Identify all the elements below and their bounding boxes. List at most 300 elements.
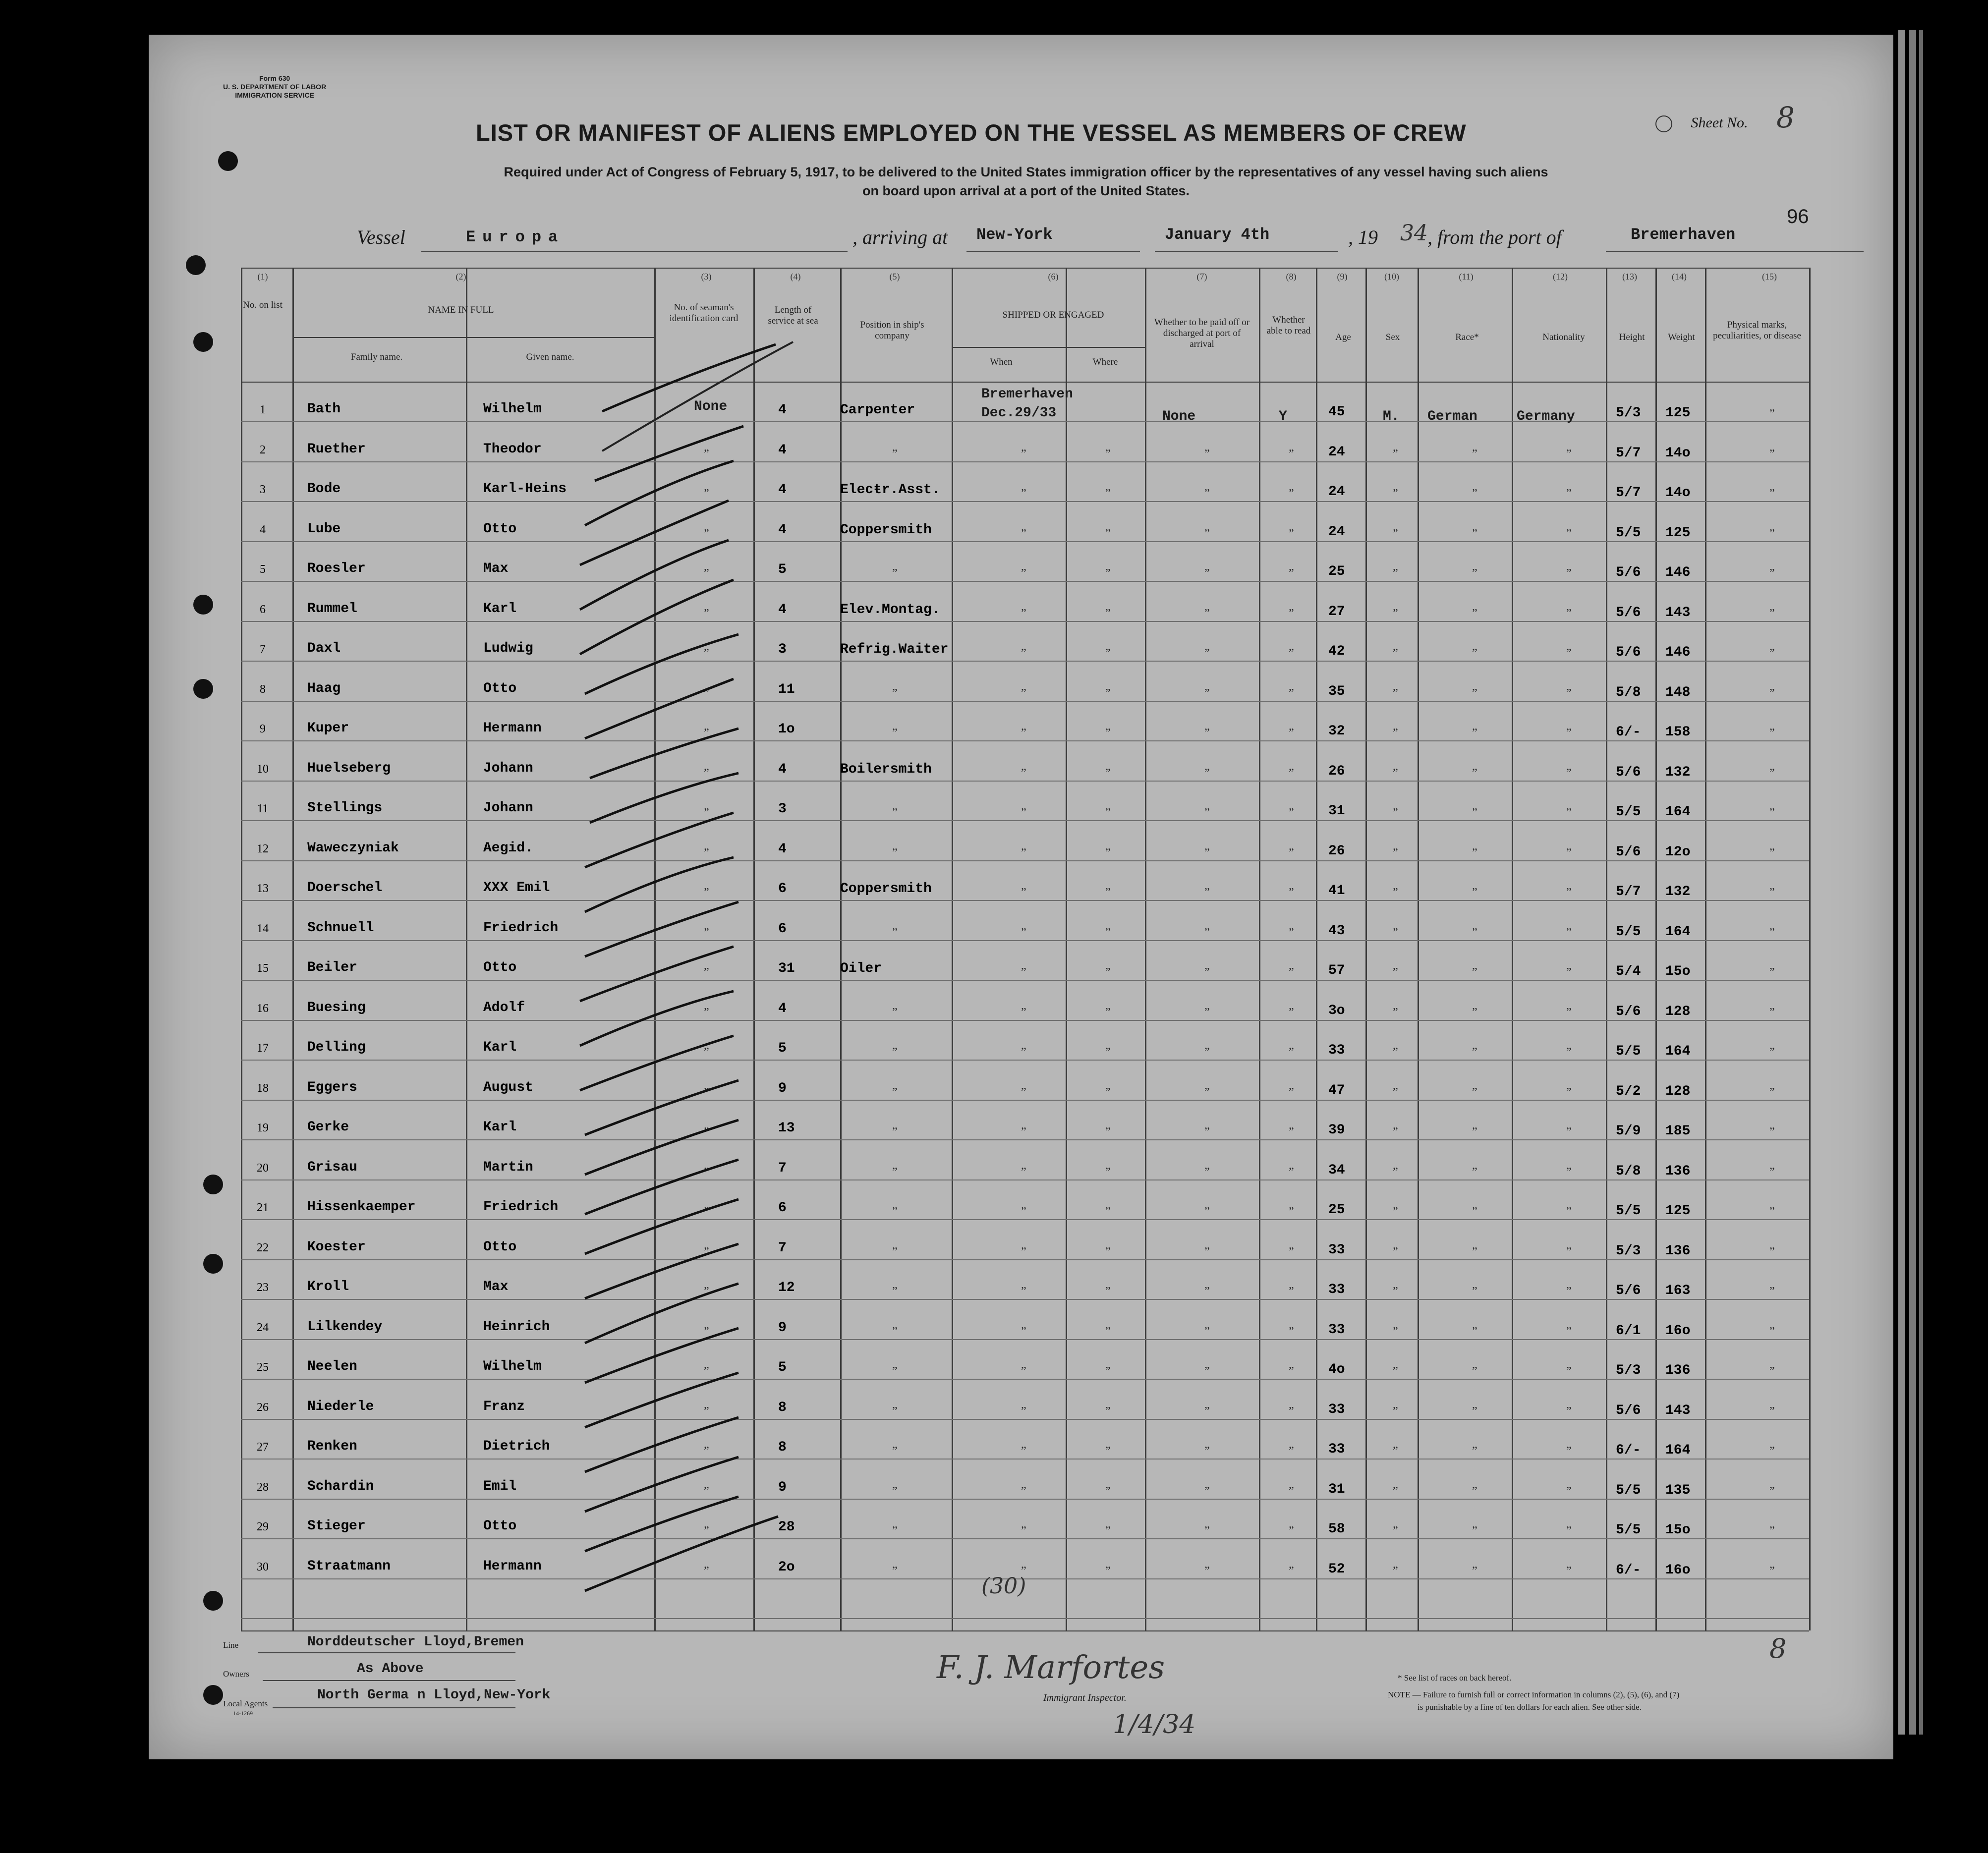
ditto-mark: ” [1393,1165,1398,1179]
ditto-mark: ” [1105,1365,1111,1378]
family-name: Lilkendey [307,1319,383,1335]
ditto-mark: ” [1021,1404,1026,1418]
weight: 136 [1665,1163,1691,1179]
column-number: (4) [790,272,801,281]
column-rule [753,268,755,1630]
ditto-mark: ” [1769,1125,1775,1138]
given-name: Martin [483,1159,533,1175]
ditto-mark: ” [1105,1006,1111,1019]
column-rule [1512,268,1513,1630]
height: 5/5 [1616,525,1641,541]
height: 5/7 [1616,884,1641,899]
position: Oiler [840,961,882,976]
ditto-mark: ” [1393,647,1398,660]
ditto-mark: ” [1021,766,1026,780]
ditto-mark: ” [1769,1524,1775,1537]
column-rule [1066,268,1067,1630]
service-length: 6 [778,921,787,937]
family-name: Schnuell [307,920,374,936]
height: 6/- [1616,1443,1641,1458]
ditto-mark: ” [1289,1445,1294,1458]
ditto-mark: ” [1472,487,1477,500]
weight: 158 [1665,725,1691,740]
given-name: Johann [483,760,533,776]
ditto-mark: ” [704,607,709,620]
owners-label: Owners [223,1669,249,1679]
first-row-sex: M. [1383,409,1400,424]
service-name: IMMIGRATION SERVICE [235,91,314,99]
age: 25 [1328,564,1345,579]
ditto-mark: ” [1393,1325,1398,1338]
row-number: 6 [260,603,266,616]
ditto-mark: ” [704,1325,709,1338]
ditto-mark: ” [1289,1285,1294,1298]
weight: 128 [1665,1004,1691,1019]
column-rule [292,268,294,1630]
column-number: (2) [455,272,466,281]
row-number: 7 [260,643,266,656]
ditto-mark: ” [1289,1484,1294,1498]
age: 26 [1328,763,1345,779]
ditto-mark: ” [704,886,709,899]
ditto-mark: ” [1393,1205,1398,1218]
ditto-mark: ” [1566,1484,1572,1498]
row-number: 22 [257,1241,269,1254]
row-rule [241,1219,1809,1220]
row-rule [241,461,1809,462]
ditto-mark: ” [1769,806,1775,819]
ditto-mark: ” [1105,727,1111,739]
subtitle-line-1: Required under Act of Congress of February 5, 1917, to be delivered to the United States immigration officer by the representatives of any vessel having such aliens [504,165,1548,179]
ditto-mark: ” [704,1365,709,1378]
height: 5/6 [1616,565,1641,580]
manifest-sheet [149,35,1893,1759]
header-where: Where [1092,357,1118,367]
ditto-mark: ” [1472,1325,1477,1338]
position: Coppersmith [840,522,932,538]
sheet-number [1655,101,1795,134]
header-id-card: No. of seaman's identification card [669,302,738,324]
ditto-mark: ” [704,1125,709,1138]
age: 41 [1328,883,1345,898]
ditto-mark: ” [1769,926,1775,939]
family-name: Neelen [307,1359,357,1374]
height: 5/5 [1616,804,1641,820]
ditto-mark: ” [1204,1564,1210,1577]
given-name: Max [483,1279,509,1294]
age: 33 [1328,1322,1345,1338]
ditto-mark: ” [1769,1006,1775,1019]
ditto-mark: ” [1393,1445,1398,1458]
column-number: (13) [1622,272,1637,281]
ditto-mark: ” [892,1205,898,1218]
ditto-mark: ” [892,1325,898,1338]
weight: 148 [1665,684,1691,700]
height: 5/4 [1616,964,1641,979]
height: 5/8 [1616,1163,1641,1179]
ditto-mark: ” [892,1404,898,1418]
service-length: 9 [778,1080,787,1096]
weight: 185 [1665,1123,1691,1139]
ditto-mark: ” [1472,1205,1477,1218]
ditto-mark: ” [1472,1524,1477,1537]
ditto-mark: ” [704,1445,709,1458]
row-number: 19 [257,1122,269,1134]
arrival-port: New-York [976,225,1053,244]
ditto-mark: ” [1204,527,1210,540]
first-row-race: German [1427,409,1477,424]
row-rule [241,661,1809,662]
header-weight: Weight [1668,332,1695,342]
ditto-mark: ” [1566,1085,1572,1099]
ditto-mark: ” [1393,1085,1398,1099]
ditto-mark: ” [892,1006,898,1019]
family-name: Delling [307,1040,366,1055]
given-name: Friedrich [483,920,559,936]
ditto-mark: ” [1021,527,1026,540]
row-number: 26 [257,1401,269,1414]
column-rule [952,268,953,1630]
service-length: 5 [778,1360,787,1375]
ditto-mark: ” [1289,487,1294,500]
ditto-mark: ” [1566,487,1572,500]
header-able-to-read: Whether able to read [1266,315,1311,336]
ditto-mark: ” [1566,1245,1572,1258]
header-physical-marks: Physical marks, peculiarities, or disease [1713,320,1801,341]
ditto-mark: ” [1769,766,1775,780]
ditto-mark: ” [1204,1006,1210,1019]
ditto-mark: ” [1105,527,1111,540]
ditto-mark: ” [1021,1125,1026,1138]
service-length: 13 [778,1121,795,1136]
ditto-mark: ” [1289,1046,1294,1059]
ditto-mark: ” [704,846,709,859]
ditto-mark: ” [1289,1085,1294,1099]
family-name: Bode [307,481,341,497]
header-nationality: Nationality [1542,332,1585,342]
row-number: 13 [257,882,269,895]
ditto-mark: ” [1769,1165,1775,1179]
age: 47 [1328,1082,1345,1098]
header-rule [241,268,1809,269]
ditto-mark: ” [1289,567,1294,580]
row-number: 16 [257,1002,269,1015]
header-sex: Sex [1385,332,1400,342]
age: 24 [1328,524,1345,540]
ditto-mark: ” [1566,527,1572,540]
service-length: 6 [778,881,787,897]
ditto-mark: ” [704,806,709,819]
family-name: Beiler [307,960,357,975]
ditto-mark: ” [1021,1285,1026,1298]
age: 31 [1328,803,1345,819]
ditto-mark: ” [1289,1125,1294,1138]
ditto-mark: ” [1566,1564,1572,1577]
service-length: 7 [778,1240,787,1256]
ditto-mark: ” [1472,1564,1477,1577]
ditto-mark: ” [1393,1285,1398,1298]
age: 33 [1328,1442,1345,1457]
age: 39 [1328,1123,1345,1138]
ditto-mark: ” [1105,1245,1111,1258]
given-name: Ludwig [483,641,533,656]
weight: 164 [1665,924,1691,940]
ditto-mark: ” [1393,966,1398,979]
row-number: 10 [257,762,269,776]
service-length: 31 [778,961,795,976]
ditto-mark: ” [892,846,898,859]
service-length: 4 [778,602,787,618]
vessel-label: Vessel [357,226,405,248]
ditto-mark: ” [1472,806,1477,819]
ditto-mark: ” [1769,567,1775,580]
ditto-mark: ” [704,567,709,580]
ditto-mark: ” [1472,886,1477,899]
family-name: Straatmann [307,1558,391,1574]
ditto-mark: ” [1105,1046,1111,1059]
ditto-mark: ” [704,527,709,540]
ditto-mark: ” [1021,487,1026,500]
age: 52 [1328,1561,1345,1577]
ditto-mark: ” [1769,846,1775,859]
height: 5/6 [1616,1403,1641,1418]
row-rule [241,980,1809,981]
row-rule [241,701,1809,702]
position: Elev.Montag. [840,602,940,618]
column-number: (1) [257,272,268,281]
family-name: Rummel [307,601,357,617]
header-paid-off: Whether to be paid off or discharged at port of arrival [1154,317,1250,349]
owners-value: As Above [357,1661,424,1677]
service-length: 4 [778,482,787,498]
ditto-mark: ” [1289,886,1294,899]
column-number: (9) [1337,272,1348,281]
age: 33 [1328,1402,1345,1417]
ditto-mark: ” [1105,1325,1111,1338]
form-number: Form 630 [259,74,290,82]
ditto-mark: ” [1105,487,1111,500]
ditto-mark: ” [1769,607,1775,620]
row-rule [241,1339,1809,1340]
weight: 14o [1665,485,1691,501]
header-family-name: Family name. [350,352,403,362]
header-given-name: Given name. [526,352,574,362]
height: 6/- [1616,725,1641,740]
penalty-note-2: is punishable by a fine of ten dollars for each alien. See other side. [1418,1702,1642,1712]
service-length: 9 [778,1320,787,1336]
ditto-mark: ” [892,1046,898,1059]
ditto-mark: ” [1105,686,1111,700]
ditto-mark: ” [1204,966,1210,979]
ditto-mark: ” [1105,806,1111,819]
row-rule [241,1100,1809,1101]
row-number: 9 [260,723,266,735]
ditto-mark: ” [1105,447,1111,460]
ditto-mark: ” [1472,1365,1477,1378]
service-length: 1o [778,722,795,737]
header-race: Race* [1455,332,1479,342]
voyage-line [357,221,1844,255]
ditto-mark: ” [1105,1125,1111,1138]
ditto-mark: ” [1393,1564,1398,1577]
ditto-mark: ” [704,1285,709,1298]
count-note: (30) [981,1573,1026,1599]
weight: 16o [1665,1323,1691,1339]
ditto-mark: ” [1393,926,1398,939]
ditto-mark: ” [1393,1484,1398,1498]
ditto-mark: ” [892,447,898,460]
penalty-note-1: NOTE — Failure to furnish full or correct information in columns (2), (5), (6), and (7) [1388,1690,1680,1699]
row-rule [241,940,1809,941]
punch-hole [203,1591,223,1611]
ditto-mark: ” [1472,846,1477,859]
ditto-mark: ” [1393,806,1398,819]
column-rule [840,268,842,1630]
column-rule [1365,268,1367,1630]
weight: 125 [1665,1203,1691,1219]
service-length: 4 [778,841,787,857]
given-name: Otto [483,1239,517,1255]
family-name: Niederle [307,1399,374,1414]
ditto-mark: ” [1769,487,1775,500]
age: 32 [1328,724,1345,739]
ditto-mark: ” [892,1245,898,1258]
given-name: Adolf [483,1000,525,1015]
line-value: Norddeutscher Lloyd,Bremen [307,1634,524,1650]
ditto-mark: ” [1105,1165,1111,1179]
ditto-mark: ” [704,1165,709,1179]
row-rule [241,740,1809,741]
ditto-mark: ” [1105,926,1111,939]
age: 3o [1328,1003,1345,1018]
ditto-mark: ” [1769,407,1775,420]
ditto-mark: ” [1566,447,1572,460]
given-name: Johann [483,800,533,816]
row-rule [241,621,1809,622]
family-name: Hissenkaemper [307,1199,416,1215]
service-length: 12 [778,1280,795,1295]
given-name: Franz [483,1399,525,1414]
first-row-shipped-where: Bremerhaven [981,387,1073,402]
ditto-mark: ” [1393,487,1398,500]
page-number: 96 [1787,206,1809,227]
age: 33 [1328,1043,1345,1058]
ditto-mark: ” [704,966,709,979]
given-name: Karl [483,1040,517,1055]
ditto-mark: ” [1472,447,1477,460]
ditto-mark: ” [892,686,898,700]
ditto-mark: ” [892,1484,898,1498]
ditto-mark: ” [1566,607,1572,620]
column-number: (7) [1196,272,1207,281]
ditto-mark: ” [1021,1365,1026,1378]
age: 43 [1328,923,1345,939]
ditto-mark: ” [1105,647,1111,660]
punch-hole [193,595,213,615]
ditto-mark: ” [892,1285,898,1298]
ditto-mark: ” [1769,886,1775,899]
ditto-mark: ” [1393,846,1398,859]
header-height: Height [1619,332,1645,342]
family-name: Lube [307,521,341,537]
header-shipped: SHIPPED OR ENGAGED [1002,310,1104,320]
service-length: 5 [778,1041,787,1056]
ditto-mark: ” [1566,1365,1572,1378]
punch-hole [218,151,238,171]
given-name: Aegid. [483,840,533,856]
ditto-mark: ” [1021,806,1026,819]
ditto-mark: ” [1566,846,1572,859]
ditto-mark: ” [1566,1046,1572,1059]
ditto-mark: ” [704,766,709,780]
ditto-mark: ” [1566,966,1572,979]
family-name: Roesler [307,561,366,576]
column-number: (12) [1553,272,1568,281]
column-rule [241,268,242,1630]
ditto-mark: ” [704,1564,709,1577]
ditto-mark: ” [1393,1125,1398,1138]
ditto-mark: ” [1105,1285,1111,1298]
header-name-in-full: NAME IN FULL [428,305,494,315]
row-rule [241,1020,1809,1021]
ditto-mark: ” [1105,607,1111,620]
row-rule [241,1538,1809,1539]
weight: 163 [1665,1283,1691,1298]
punch-hole [203,1254,223,1274]
year-value: 34 [1400,221,1428,246]
family-name: Schardin [307,1478,374,1494]
position: Refrig.Waiter [840,642,949,657]
ditto-mark: ” [1769,966,1775,979]
ditto-mark: ” [704,487,709,500]
department-name: U. S. DEPARTMENT OF LABOR [223,83,327,91]
service-length: 4 [778,522,787,538]
ditto-mark: ” [1472,727,1477,739]
header-no-on-list: No. on list [243,300,283,310]
ditto-mark: ” [1393,607,1398,620]
ditto-mark: ” [1393,886,1398,899]
ditto-mark: ” [1472,647,1477,660]
ditto-mark: ” [892,727,898,739]
position: Carpenter [840,402,915,418]
ditto-mark: ” [1769,686,1775,700]
ditto-mark: ” [1566,806,1572,819]
ditto-mark: ” [1393,1524,1398,1537]
ditto-mark: ” [1204,766,1210,780]
row-rule [241,1419,1809,1420]
service-length: 5 [778,562,787,577]
given-name: Hermann [483,1558,542,1574]
ditto-mark: ” [1769,1205,1775,1218]
ditto-mark: ” [1204,1484,1210,1498]
given-name: Friedrich [483,1199,559,1215]
ditto-mark: ” [1472,1125,1477,1138]
column-rule [1259,268,1260,1630]
ditto-mark: ” [1289,966,1294,979]
ditto-mark: ” [892,1445,898,1458]
ditto-mark: ” [1204,1205,1210,1218]
ditto-mark: ” [1566,1006,1572,1019]
page-title: LIST OR MANIFEST OF ALIENS EMPLOYED ON THE VESSEL AS MEMBERS OF CREW [476,119,1467,146]
ditto-mark: ” [1204,487,1210,500]
given-name: Otto [483,680,517,696]
ditto-mark: ” [1393,1404,1398,1418]
ditto-mark: ” [704,1085,709,1099]
ditto-mark: ” [704,1404,709,1418]
header-service: Length of service at sea [768,305,818,326]
family-name: Renken [307,1439,357,1454]
ditto-mark: ” [704,447,709,460]
